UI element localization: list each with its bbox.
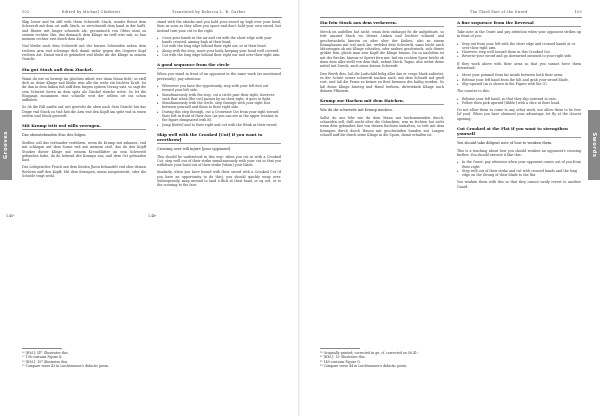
paragraph: When you stand in front of an opponent in the same work (as mentioned previously), pay attention: <box>157 72 281 81</box>
paragraph: Merck im außellen hat nicht, wann dein einhaupt fis dir außgefaust, so tritt ansatzt Stuck wo deiner Linken und leichter schneid und geschwinckeln hinrein zu oder ober der Keiben, also zu einem Krumphauen mit wal auch las, verlebst dein Schwerdt, sams leicht auch Mitorungen ob mit Klinge scheiden, oder andern geschwinck, sich dieses grübte fein, gleich man sein Kopff die Klinge hinaus. Da so nachdem ist mit der Rechts, hinwar er Sperrt fern mir. Ind ein rechten Sperr bricht ob dann dem alles stellt von dem Halt, nehmt Steck, Tagnz, also siehst deine mittel mit Zweck, auch eines deinen Schwerdt. <box>320 30 444 69</box>
list-item: ▸ Step well out of their strike and cut with crossed hands and the long edge on the Strong of their blade to the flat. <box>457 169 581 178</box>
list-item: ▸ Simultaneously with the circle, step through with your right foot between yourself and them to their right side. <box>157 101 281 110</box>
list-item: ▸ Slip upward (as is shown in the Figure with the O). <box>457 82 581 86</box>
section-heading: Ein fein Stuck aus dem verkeeren. <box>320 20 444 27</box>
section-heading: A good sequence from the circle <box>157 62 281 69</box>
footnote: ¹⁸ [HM.]: 10* illustrates this. <box>22 359 69 364</box>
list-item: ▸ Along with the step, move your body, keeping your head well covered. <box>157 49 281 53</box>
verse-line: Crossing over will injure [your opponent]. <box>157 146 232 151</box>
header-rule <box>320 17 582 18</box>
paragraph: Take note in the Onset and pay attention when your opponent strikes up in front of you: <box>457 30 581 39</box>
list-item: ▸ Whenever you have the opportunity, step with your left foot out toward your left side. <box>157 84 281 93</box>
step-list <box>457 160 581 177</box>
german-column <box>320 20 444 140</box>
paragraph: Similarly, when you have bound with their sword with a Crooked Cut (if you have an opportunity to do this), you should quickly wrap over. Subsequently, snap around to land a flick at their head, or eg out, or to the crossing to the face. <box>157 170 281 188</box>
footnote: ²⁰ Originally printed; corrected in ge; cf. corrected on 58.41ʳ. <box>320 351 420 355</box>
paragraph: Do not allow them to come to any other work, nor allow them to be free [of you]. When you have obtained your advantage, let fly at the closest opening. <box>457 108 581 121</box>
side-tab <box>588 110 600 180</box>
header-translator: Translated by Rebecca L. R. Garber <box>172 10 246 14</box>
side-tab <box>0 110 12 180</box>
list-item: ▸ Cross your hands in the air and cut with the short edge with your hands crossed, aiming high at their head. <box>157 36 281 45</box>
step-list <box>457 42 581 59</box>
section-heading: Krump zur Hachen mit dem Haichen. <box>320 98 444 105</box>
list-item: ▸ Jump [tiefer] and to their right and cut with the Weak at their sword. <box>157 123 281 127</box>
footnote: ²³ Compare verse 44 in Liechtenauer's didactic poem. <box>320 364 407 369</box>
verse-line: You should take diligent note of how to weaken them. <box>457 141 553 146</box>
section-heading: Mit Krump tritt wol wills verrugen. <box>22 123 146 130</box>
paragraph: Vnd bleibe nach dein Schwerdt mit der kurzen Schneiden neben dein rechten Arm vnd schwinge dich damit wider gegen des Gegners Kopf rechten Art. Damit wird er gehindert vnd bleibt dir die Klinge in seinem Gesicht. <box>22 44 146 62</box>
english-column <box>457 20 581 192</box>
page-number: 103 <box>574 10 582 14</box>
english-column <box>157 20 281 191</box>
german-column <box>22 20 146 181</box>
step-list <box>457 97 581 106</box>
step-list <box>457 73 581 86</box>
header-title: The Third Part of the Sword <box>470 10 528 14</box>
list-item: ▸ Cut with the long edge behind their right ear, or at their head. <box>157 44 281 48</box>
list-item: ▸ Move your pommel from far inside between both their arms. <box>457 73 581 77</box>
side-tab-label: Swords <box>591 132 597 158</box>
list-item: ▸ Release your left hand, so that they slip outward in vain. <box>457 97 581 101</box>
footnote: ²² 149 contains Figure O. <box>320 359 361 364</box>
right-page <box>300 0 600 416</box>
verse-line: Das obenstehenden Stuc des folgen. <box>22 133 87 138</box>
margin-folio-note: 1.48ʳ <box>148 214 157 218</box>
footnote: ¹⁶ [HM.]: Ill*. Illustrates this. <box>22 351 69 355</box>
step-list <box>157 84 281 127</box>
list-item: ▸ However, step well toward them in this Crooked Cut. <box>457 50 581 54</box>
section-heading: Skip well with the Crooked [Cut] if you want to overthrow] <box>157 132 281 144</box>
list-item: ▸ Follow then pick upward [tibble] with a slice at their head. <box>457 101 581 105</box>
side-tab-label: Grooves <box>3 130 9 160</box>
list-item: ▸ Reverse your sword and go downward outward to your right side. <box>457 54 581 58</box>
paragraph: You weaken them with this so that they cannot easily revert to another Guard. <box>457 180 581 189</box>
paragraph: This should be understood in this way: when you cut in with a Crooked Cut, step well out of their strike simultaneously with your cut so that you withdraw your head out of their strike [when] your blade. <box>157 154 281 168</box>
list-item: ▸ In the Onset, pay attention when your opponent comes out of you from their right. <box>457 160 581 169</box>
paragraph: Den Werth dies, laß die Ladschild belig alles das er verge Mark außsetzt, es der Schrie seiner schwerdt nacken nach, mit dem Schnidt auf gruft vort, und laß die Fesen zu keiner zu Brot brennen des haltig worden. So laß deine Klinge hinweg und Hand herhein, dirtwiekeih Klinge auch deinem Pflastern. <box>320 71 444 93</box>
list-item: ▸ Simultaneously with the step, cut a circle past their right, however, such that when [the cut] passes by on their right, it goes to fight. <box>157 93 281 102</box>
paragraph: If they work above with their arms so that you cannot force them downward: <box>457 61 581 71</box>
footnotes <box>320 351 480 369</box>
list-item: ▸ Cut with the long edge behind their right ear and over their right arm. <box>157 53 281 57</box>
section-heading: Cut Crooked at the Flat if you want to strengthen yourself <box>457 126 581 138</box>
footnote: ¹⁷ 198 contains Figure K. <box>22 355 63 360</box>
footnote-rule <box>320 348 360 349</box>
paragraph: stand with the attacks and you hold your sword up high over your head, then as soon as they allow you space and don't hold your own sword, but instead turn your cut to the right: <box>157 20 281 33</box>
step-list <box>157 36 281 57</box>
header-rule <box>22 17 282 18</box>
paragraph: Wann du wie zu bewegt im gleichen atheit wer dann Mann ficht, so stell dich zu deine Klinge vnd bleibe sein alle die wehr ein leichtes Kraft. Ist dir dan in dem linken fuß auff dem furgen spitzen Verzog satz, so sagt dir sein Schwert herrn zu dem spitz als Zinckel stracks weite. So Ist die Eingangs zusammen eine schnelle weit der selben ort ins schon aufbahre. <box>22 76 146 103</box>
paragraph: The counter to this: <box>457 89 490 94</box>
footnote: ¹⁹ Compare verse 43 in Liechtenauer's didactic poem. <box>22 364 109 369</box>
list-item: ▸ Step out from your left with the short edge and crossed hands at or over their right arm. <box>457 42 581 51</box>
section-heading: Ein gut Stuck auß dem Zinckel. <box>22 67 146 74</box>
paragraph: Siedlen soll das verbunder verfahren, wenn du Krump mit zuhauen, vnd mit schlagen auf dem Sorne vnd mit meinem stoß, das du den Kopff Stuckes dieser Klinge mit seinem Kreuzblätter an sein Schwerdt gebunden habe, da du behend des Krumps aus, auß dem Ort gebunden hast. <box>22 140 146 163</box>
margin-folio-note: 1.40ʳ <box>6 214 15 218</box>
page-number: 102 <box>22 10 30 14</box>
header-editor: Edited by Michael Chidester <box>62 10 121 14</box>
footnotes <box>22 351 182 369</box>
paragraph: Skip lower and fix still with them Schwerdt Stuck, sonder fleisst dein Schwerdt mit dem ort aufh Stuck, so verschneidt dein hand in der hafft, und fläuter mit langer schneide als: gecomtuoth von Obtus nimt zu seinem rechten Oke, das demnach dein Klinge im treff wirt zuk, so hau meinem rechter erst durch dem Kopf. <box>22 20 146 42</box>
paragraph: Das Leibgerichte Frisch mit dem Keulen Jhesu behandelt vnd ober deinen Rechten auff den Kopff, Mit dem Krumpen, nimm ausgestreckt, oder die Scheide tragt wohl. <box>22 165 146 179</box>
paragraph: Sollst du mir lehr wie du dem Mann aus herkommenden durch, schneiden soll, drill nacht alter die Gebuckten, was zu fechten hat nicht wenn dein gebunden bist von deinen Rechten einhalten, so tritt mit dem Krumpen durch durch Hauen mit geschwinden bunden mit Langen schnell auff die durch seine Klinge in die Sporn, damit erhalten ist. <box>320 115 444 137</box>
paragraph: So Ist die Fall sanfte auf, mit gereicht dir oben nach Sein Gesicht hin das Dinge vnd Stuck zu Vnd fast die Arm vnd den Kopff am spitz vnd in einen ordern und Stuck gestreift. <box>22 105 146 119</box>
paragraph: This is a teaching about how you should weaken an opponent's crossing further. You should execute it like this: <box>457 148 581 157</box>
verse-line: Wie du dir schwerde mit Krump mecken. <box>320 108 393 113</box>
section-heading: A fine sequence from the Reversal <box>457 20 581 27</box>
list-item: ▸ Release your left hand from the hilt and grab your sword blade. <box>457 78 581 82</box>
list-item: ▸ During this step through, cut a Crosswise Cut from your right toward their left in front of their face (as you can see in the upper treatise in the figure designated with B). <box>157 110 281 123</box>
footnote-rule <box>22 348 62 349</box>
footnote: ²¹ [HM.]: 12ʳ illustrates this. <box>320 355 366 360</box>
